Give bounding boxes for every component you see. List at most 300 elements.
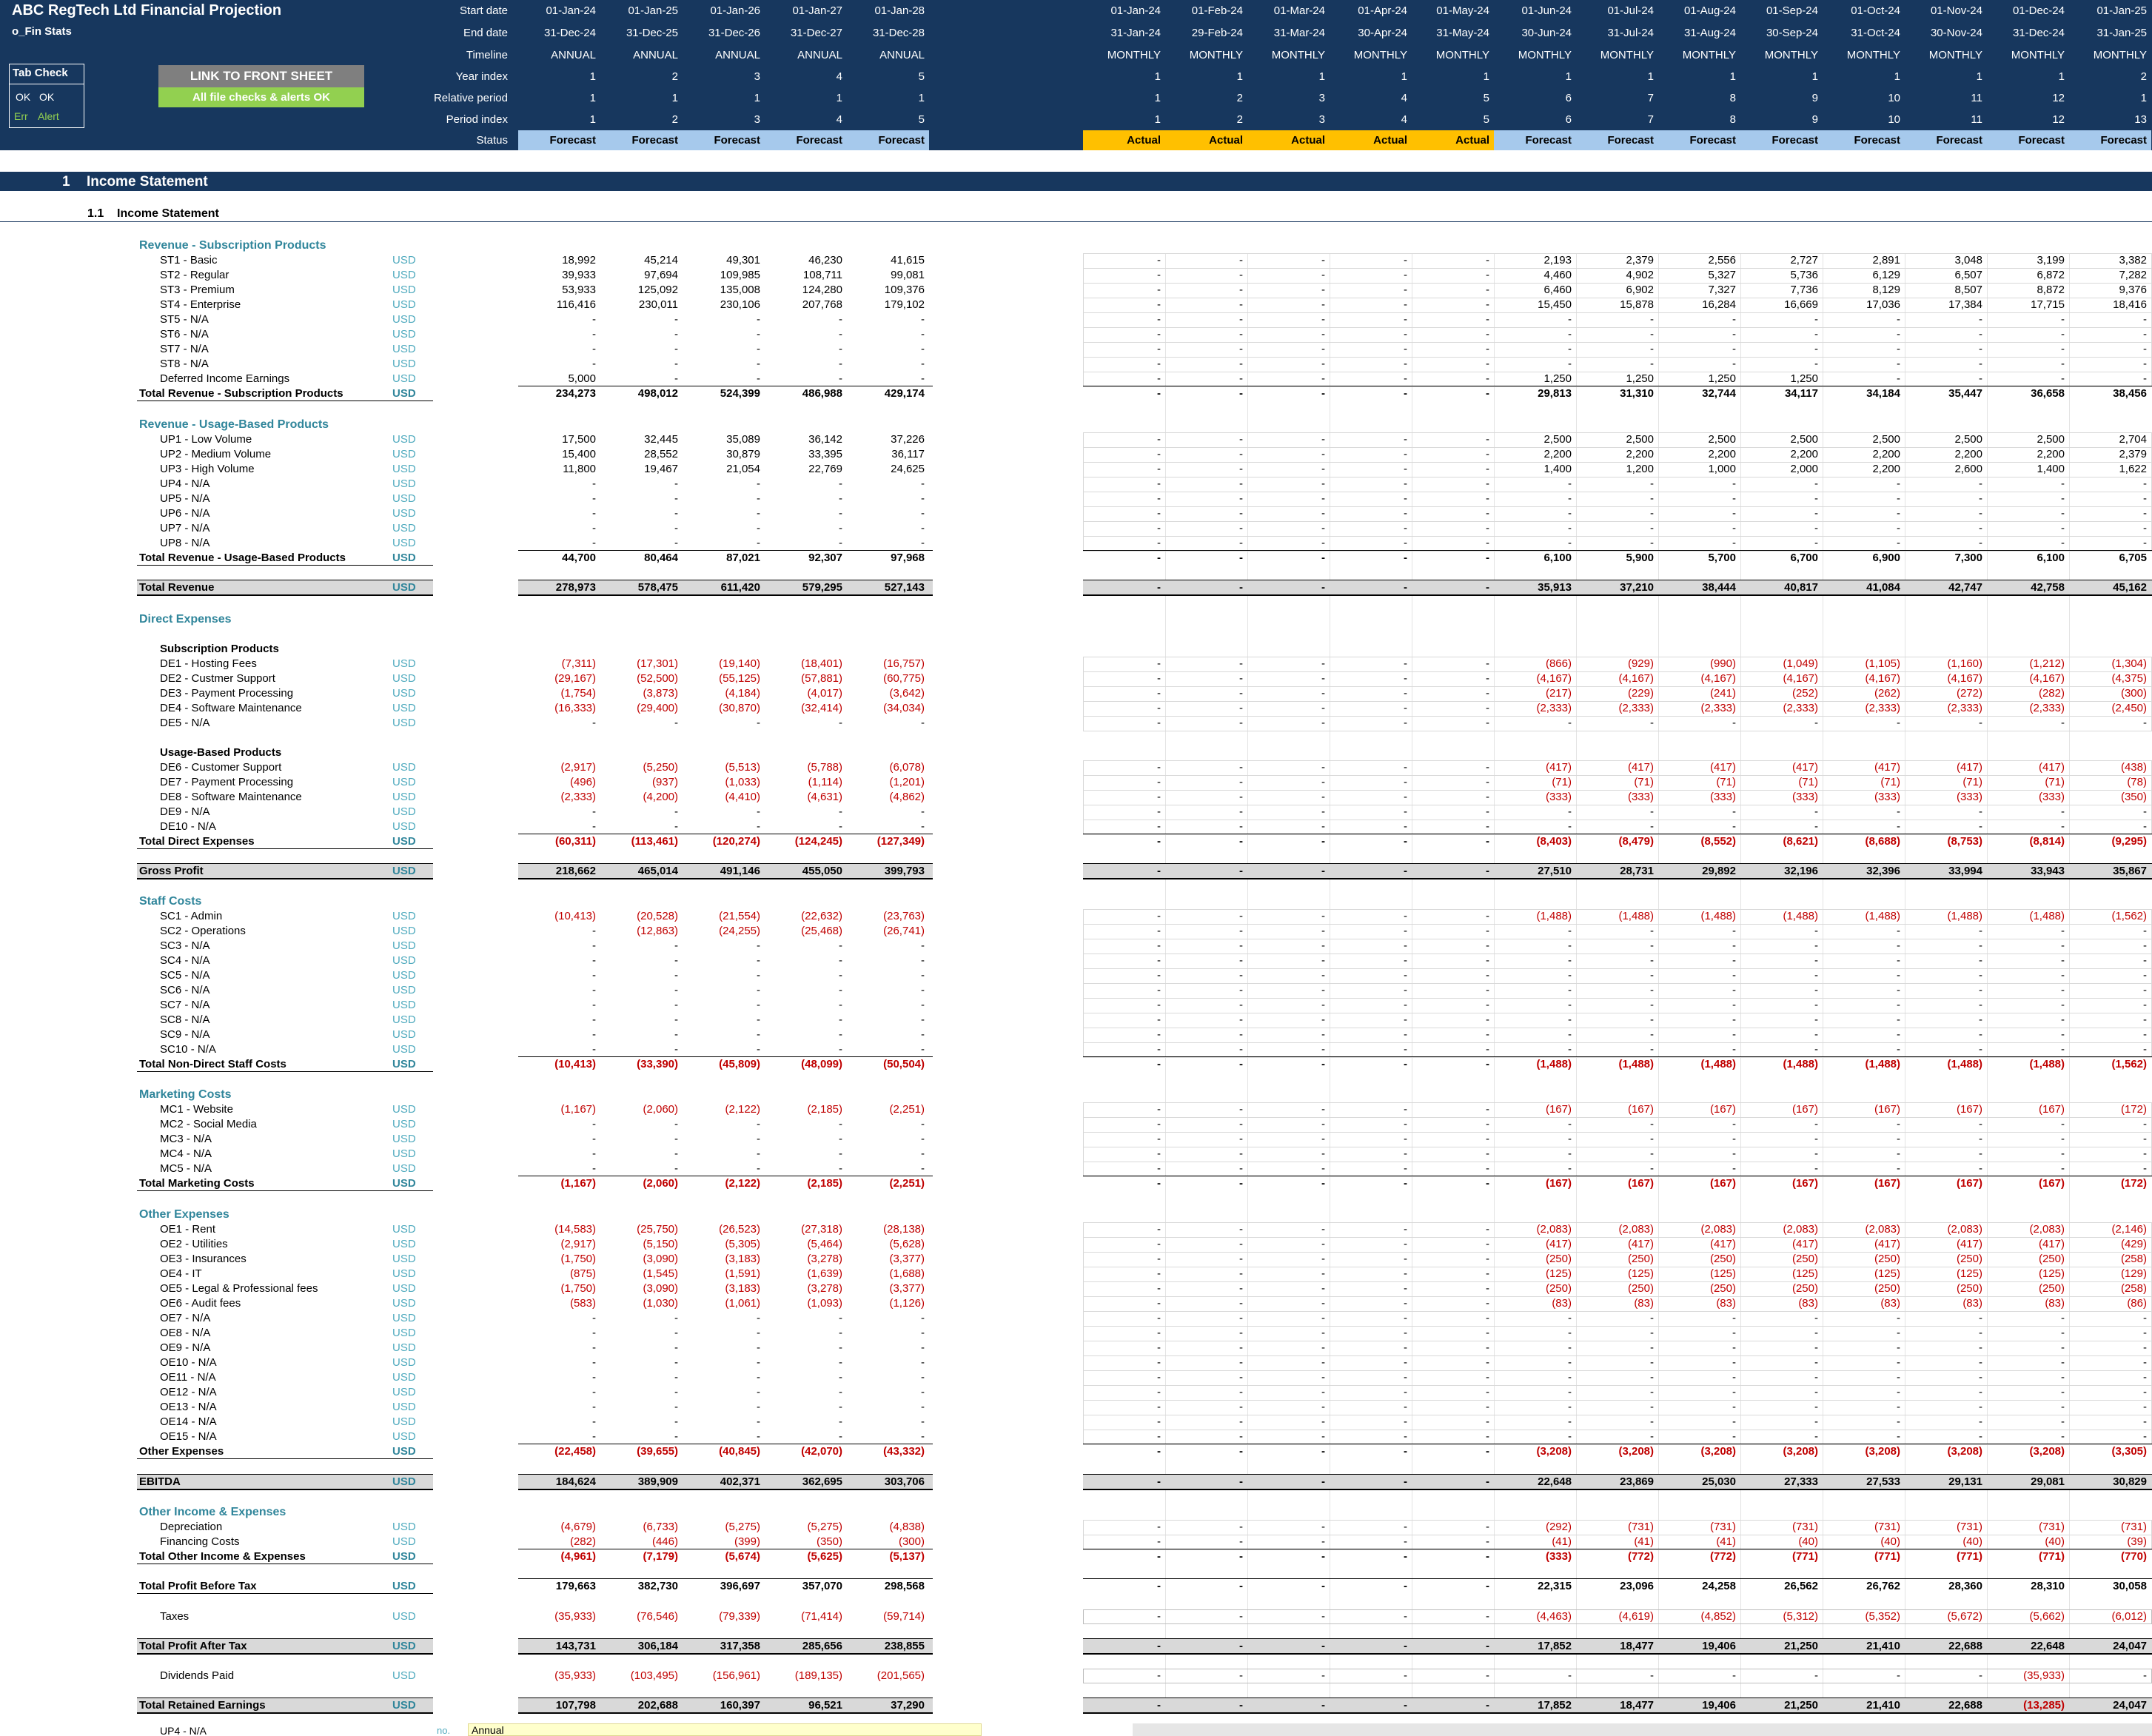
monthly-cell: -: [1157, 507, 1161, 520]
monthly-cell: -: [1404, 537, 1407, 549]
annual-cell: -: [921, 1401, 925, 1413]
row-unit: USD: [392, 1177, 416, 1190]
monthly-cell: -: [2061, 1118, 2065, 1130]
monthly-cell: -: [1404, 1356, 1407, 1369]
annual-cell: 53,933: [562, 284, 596, 296]
link-to-front-sheet-button[interactable]: LINK TO FRONT SHEET: [158, 65, 364, 87]
monthly-header-end: 30-Jun-24: [1521, 27, 1572, 39]
monthly-cell: -: [1239, 1535, 1243, 1548]
monthly-cell: -: [1321, 1118, 1325, 1130]
annual-cell: -: [757, 1386, 760, 1398]
row-unit: USD: [392, 1699, 416, 1712]
monthly-cell: -: [1404, 1133, 1407, 1145]
monthly-cell: -: [2061, 939, 2065, 952]
monthly-cell: -: [1157, 1699, 1161, 1712]
monthly-cell: -: [1321, 1312, 1325, 1324]
annual-cell: 429,174: [884, 387, 925, 400]
monthly-cell: (4,167): [1783, 672, 1818, 685]
annual-cell: -: [674, 1043, 678, 1056]
annual-cell: -: [757, 1430, 760, 1443]
monthly-cell: -: [1404, 1341, 1407, 1354]
monthly-cell: -: [1157, 1162, 1161, 1175]
monthly-cell: -: [1732, 328, 1736, 341]
row-unit: USD: [392, 1341, 416, 1354]
table-row: [0, 1549, 2152, 1564]
monthly-cell: -: [1814, 1669, 1818, 1682]
monthly-cell: -: [1486, 1312, 1489, 1324]
monthly-cell: (1,562): [2111, 1058, 2147, 1070]
monthly-cell: -: [1157, 717, 1161, 729]
row-label: OE12 - N/A: [160, 1386, 217, 1398]
footer-row: [0, 1720, 2152, 1736]
monthly-cell: (771): [2038, 1550, 2065, 1563]
monthly-cell: -: [1321, 269, 1325, 281]
monthly-cell: -: [1404, 687, 1407, 700]
monthly-cell: -: [2061, 925, 2065, 937]
monthly-cell: -: [1157, 1430, 1161, 1443]
annual-cell: (350): [816, 1535, 842, 1548]
monthly-cell: -: [1650, 343, 1654, 355]
row-unit: USD: [392, 805, 416, 818]
annual-cell: -: [921, 343, 925, 355]
annual-cell: (35,933): [554, 1610, 596, 1623]
annual-cell: -: [839, 1401, 842, 1413]
monthly-cell: -: [1897, 1147, 1900, 1160]
monthly-cell: -: [1404, 969, 1407, 982]
monthly-cell: -: [1897, 477, 1900, 490]
row-label: Revenue - Usage-Based Products: [139, 418, 329, 431]
annual-cell: (2,060): [643, 1177, 678, 1190]
row-label: DE7 - Payment Processing: [160, 776, 294, 788]
monthly-cell: -: [2143, 343, 2147, 355]
monthly-cell: -: [1157, 1371, 1161, 1384]
annual-cell: -: [839, 717, 842, 729]
monthly-cell: 28,360: [1948, 1580, 1982, 1592]
monthly-cell: -: [1321, 1341, 1325, 1354]
annual-cell: -: [839, 1356, 842, 1369]
row-unit: USD: [392, 387, 416, 400]
row-unit: USD: [392, 925, 416, 937]
monthly-cell: -: [1486, 1118, 1489, 1130]
monthly-cell: -: [1321, 1013, 1325, 1026]
row-unit: USD: [392, 1475, 416, 1488]
annual-cell: -: [921, 1013, 925, 1026]
monthly-cell: -: [1404, 1430, 1407, 1443]
section-header: [0, 612, 2152, 627]
monthly-cell: -: [1404, 776, 1407, 788]
monthly-cell: -: [1321, 1401, 1325, 1413]
annual-cell: -: [757, 522, 760, 534]
annual-cell: -: [674, 1312, 678, 1324]
annual-cell: -: [674, 522, 678, 534]
monthly-cell: -: [1321, 1699, 1325, 1712]
annual-cell: -: [921, 1371, 925, 1384]
monthly-cell: -: [1239, 1327, 1243, 1339]
monthly-cell: -: [1486, 433, 1489, 446]
monthly-cell: 21,410: [1866, 1640, 1900, 1652]
annual-cell: 30,879: [726, 448, 760, 460]
monthly-cell: (333): [1545, 1550, 1572, 1563]
monthly-cell: -: [1486, 1043, 1489, 1056]
annual-cell: 36,142: [808, 433, 842, 446]
monthly-cell: -: [1568, 939, 1572, 952]
monthly-cell: 1,250: [1708, 372, 1736, 385]
monthly-cell: -: [1732, 939, 1736, 952]
monthly-cell: 37,210: [1620, 581, 1654, 594]
monthly-cell: -: [2143, 1356, 2147, 1369]
annual-cell: -: [592, 492, 596, 505]
monthly-cell: (258): [2120, 1253, 2147, 1265]
monthly-cell: -: [1979, 372, 1982, 385]
monthly-cell: (40): [1798, 1535, 1818, 1548]
monthly-cell: -: [1732, 492, 1736, 505]
monthly-cell: -: [1239, 1669, 1243, 1682]
annual-cell: (3,183): [725, 1282, 760, 1295]
monthly-cell: -: [1404, 1415, 1407, 1428]
monthly-cell: -: [1568, 969, 1572, 982]
monthly-cell: (417): [2038, 761, 2065, 774]
monthly-cell: (250): [1791, 1282, 1818, 1295]
annual-cell: (5,137): [889, 1550, 925, 1563]
annual-header-year: 4: [836, 70, 842, 83]
annual-cell: (1,750): [560, 1253, 596, 1265]
monthly-cell: -: [1239, 1356, 1243, 1369]
table-row: [0, 521, 2152, 536]
monthly-cell: (250): [1545, 1282, 1572, 1295]
table-row: [0, 1042, 2152, 1057]
annual-cell: 382,730: [637, 1580, 678, 1592]
monthly-status-cell: Actual: [1412, 130, 1494, 150]
monthly-cell: -: [1321, 1386, 1325, 1398]
row-unit: USD: [392, 448, 416, 460]
monthly-cell: -: [1650, 537, 1654, 549]
annual-header-end: 31-Dec-27: [790, 27, 842, 39]
monthly-cell: -: [1157, 269, 1161, 281]
annual-cell: (10,413): [554, 1058, 596, 1070]
monthly-header-rel: 11: [1971, 92, 1982, 104]
annual-cell: (189,135): [794, 1669, 842, 1682]
row-label: ST5 - N/A: [160, 313, 209, 326]
monthly-cell: -: [1814, 1386, 1818, 1398]
annual-cell: -: [757, 492, 760, 505]
annual-cell: -: [674, 1341, 678, 1354]
annual-cell: -: [674, 1118, 678, 1130]
monthly-cell: (71): [1552, 776, 1572, 788]
table-row: [0, 1444, 2152, 1459]
monthly-cell: -: [1732, 1013, 1736, 1026]
row-label: DE10 - N/A: [160, 820, 216, 833]
monthly-cell: 22,688: [1948, 1699, 1982, 1712]
annual-cell: (29,167): [554, 672, 596, 685]
annual-cell: -: [839, 1118, 842, 1130]
monthly-cell: -: [1650, 820, 1654, 833]
monthly-cell: -: [1568, 477, 1572, 490]
monthly-header-end: 29-Feb-24: [1191, 27, 1243, 39]
monthly-cell: -: [2061, 313, 2065, 326]
tab-check-ok-1: OK: [16, 91, 31, 103]
monthly-cell: -: [1897, 522, 1900, 534]
monthly-cell: -: [1239, 954, 1243, 967]
monthly-cell: -: [1321, 1371, 1325, 1384]
monthly-cell: -: [1897, 1118, 1900, 1130]
annual-cell: -: [839, 492, 842, 505]
monthly-cell: 6,705: [2119, 552, 2147, 564]
row-unit: USD: [392, 776, 416, 788]
monthly-cell: -: [1979, 805, 1982, 818]
row-unit: USD: [392, 1580, 416, 1592]
monthly-cell: -: [1732, 1043, 1736, 1056]
monthly-cell: -: [1321, 939, 1325, 952]
monthly-cell: (417): [1545, 1238, 1572, 1250]
monthly-cell: 2,600: [1954, 463, 1982, 475]
monthly-cell: -: [1239, 717, 1243, 729]
annual-cell: -: [674, 1371, 678, 1384]
monthly-cell: -: [1979, 477, 1982, 490]
monthly-cell: -: [1814, 1028, 1818, 1041]
annual-cell: -: [592, 328, 596, 341]
annual-cell: 179,102: [884, 298, 925, 311]
annual-cell: (22,458): [554, 1445, 596, 1458]
annual-cell: -: [839, 1162, 842, 1175]
annual-cell: 49,301: [726, 254, 760, 267]
monthly-cell: (417): [1791, 761, 1818, 774]
annual-cell: -: [757, 999, 760, 1011]
annual-cell: -: [592, 313, 596, 326]
monthly-status-cell: Forecast: [1987, 130, 2069, 150]
monthly-cell: 2,500: [1872, 433, 1900, 446]
monthly-cell: -: [1157, 1013, 1161, 1026]
monthly-cell: 6,872: [2037, 269, 2065, 281]
monthly-cell: -: [1404, 269, 1407, 281]
monthly-header-start: 01-Jun-24: [1521, 4, 1572, 17]
monthly-cell: 5,327: [1708, 269, 1736, 281]
monthly-cell: (71): [1798, 776, 1818, 788]
monthly-cell: (3,208): [2029, 1445, 2065, 1458]
monthly-header-rel: 2: [1236, 92, 1243, 104]
monthly-cell: -: [1157, 657, 1161, 670]
annual-cell: 24,625: [891, 463, 925, 475]
monthly-cell: (1,488): [1618, 1058, 1654, 1070]
monthly-cell: -: [1897, 1371, 1900, 1384]
row-label: UP5 - N/A: [160, 492, 210, 505]
annual-cell: (4,410): [725, 791, 760, 803]
annual-cell: 45,214: [644, 254, 678, 267]
monthly-cell: (71): [2045, 776, 2065, 788]
annual-cell: -: [839, 1415, 842, 1428]
monthly-header-end: 31-Jan-24: [1110, 27, 1161, 39]
monthly-cell: (4,375): [2111, 672, 2147, 685]
row-label: Taxes: [160, 1610, 190, 1623]
annual-cell: -: [839, 313, 842, 326]
monthly-cell: -: [1897, 1013, 1900, 1026]
row-label: Staff Costs: [139, 895, 202, 908]
footer-input[interactable]: [468, 1723, 982, 1736]
row-unit: USD: [392, 537, 416, 549]
annual-header-timeline: ANNUAL: [633, 49, 678, 61]
monthly-cell: -: [1157, 284, 1161, 296]
monthly-cell: (167): [1709, 1177, 1736, 1190]
monthly-cell: -: [1157, 1445, 1161, 1458]
monthly-cell: -: [1157, 761, 1161, 774]
monthly-header-start: 01-Apr-24: [1358, 4, 1407, 17]
monthly-cell: -: [1239, 343, 1243, 355]
row-label: Other Expenses: [139, 1445, 224, 1458]
monthly-cell: (2,333): [2029, 702, 2065, 714]
monthly-cell: -: [2143, 999, 2147, 1011]
monthly-cell: 38,456: [2113, 387, 2147, 400]
monthly-cell: (8,814): [2029, 835, 2065, 848]
monthly-cell: -: [1321, 999, 1325, 1011]
monthly-cell: -: [1486, 1282, 1489, 1295]
header-row-label: Timeline: [466, 49, 508, 61]
monthly-cell: -: [1239, 387, 1243, 400]
monthly-cell: (3,208): [1700, 1445, 1736, 1458]
monthly-cell: -: [1404, 805, 1407, 818]
monthly-cell: -: [1486, 791, 1489, 803]
row-label: OE15 - N/A: [160, 1430, 217, 1443]
monthly-cell: -: [1404, 581, 1407, 594]
monthly-cell: -: [1486, 463, 1489, 475]
monthly-header-timeline: MONTHLY: [1928, 49, 1982, 61]
annual-cell: (1,639): [807, 1267, 842, 1280]
monthly-cell: -: [1157, 1058, 1161, 1070]
annual-cell: 28,552: [644, 448, 678, 460]
monthly-cell: 2,500: [1954, 433, 1982, 446]
monthly-cell: 2,000: [1790, 463, 1818, 475]
monthly-cell: -: [1732, 1430, 1736, 1443]
table-row: [0, 432, 2152, 447]
monthly-header-rel: 1: [2140, 92, 2147, 104]
row-unit: USD: [392, 1238, 416, 1250]
monthly-header-start: 01-Nov-24: [1930, 4, 1982, 17]
monthly-cell: (772): [1709, 1550, 1736, 1563]
table-row: [0, 1400, 2152, 1415]
monthly-cell: -: [1814, 343, 1818, 355]
annual-cell: (17,301): [637, 657, 678, 670]
monthly-cell: -: [1979, 1043, 1982, 1056]
annual-cell: -: [921, 477, 925, 490]
row-unit: USD: [392, 1550, 416, 1563]
annual-cell: 35,089: [726, 433, 760, 446]
monthly-header-year: 1: [2058, 70, 2065, 83]
monthly-cell: -: [1979, 984, 1982, 996]
table-row: [0, 1117, 2152, 1132]
monthly-cell: (4,167): [1536, 672, 1572, 685]
monthly-cell: -: [2143, 939, 2147, 952]
monthly-cell: -: [2143, 1327, 2147, 1339]
monthly-cell: -: [1897, 1312, 1900, 1324]
monthly-cell: -: [1979, 1028, 1982, 1041]
monthly-cell: 27,533: [1866, 1475, 1900, 1488]
annual-cell: 160,397: [720, 1699, 760, 1712]
monthly-cell: 28,310: [2031, 1580, 2065, 1592]
monthly-cell: (2,083): [1618, 1223, 1654, 1236]
monthly-header-end: 31-Jan-25: [2096, 27, 2147, 39]
annual-cell: -: [921, 717, 925, 729]
monthly-cell: -: [1486, 1430, 1489, 1443]
monthly-cell: 1,250: [1543, 372, 1572, 385]
monthly-cell: -: [1157, 1253, 1161, 1265]
row-unit: USD: [392, 865, 416, 877]
monthly-cell: -: [1897, 1356, 1900, 1369]
monthly-cell: -: [1404, 1535, 1407, 1548]
monthly-cell: -: [1486, 910, 1489, 922]
row-unit: USD: [392, 1162, 416, 1175]
monthly-cell: -: [1814, 1118, 1818, 1130]
annual-header-rel: 1: [836, 92, 842, 104]
annual-cell: (52,500): [637, 672, 678, 685]
monthly-cell: -: [1404, 910, 1407, 922]
annual-cell: -: [757, 537, 760, 549]
monthly-cell: (333): [1627, 791, 1654, 803]
table-row: [0, 1698, 2152, 1713]
monthly-cell: (731): [2120, 1521, 2147, 1533]
monthly-cell: -: [1650, 1430, 1654, 1443]
annual-cell: (1,688): [889, 1267, 925, 1280]
monthly-cell: -: [1404, 1521, 1407, 1533]
table-row: [0, 492, 2152, 506]
monthly-cell: -: [1897, 939, 1900, 952]
annual-cell: -: [839, 507, 842, 520]
monthly-cell: -: [2143, 1118, 2147, 1130]
monthly-cell: 1,400: [2037, 463, 2065, 475]
annual-header-end: 31-Dec-24: [543, 27, 596, 39]
annual-cell: 527,143: [884, 581, 925, 594]
annual-cell: (2,060): [643, 1103, 678, 1116]
annual-cell: 108,711: [802, 269, 842, 281]
monthly-cell: -: [2061, 1327, 2065, 1339]
file-checks-status: All file checks & alerts OK: [158, 87, 364, 107]
monthly-header-start: 01-Oct-24: [1851, 4, 1900, 17]
row-label: SC7 - N/A: [160, 999, 210, 1011]
monthly-cell: 22,648: [2031, 1640, 2065, 1652]
annual-cell: -: [921, 1118, 925, 1130]
monthly-cell: -: [2061, 1341, 2065, 1354]
monthly-cell: (167): [2038, 1103, 2065, 1116]
annual-cell: -: [674, 999, 678, 1011]
annual-cell: (7,179): [643, 1550, 678, 1563]
monthly-cell: -: [1897, 984, 1900, 996]
annual-cell: 124,280: [802, 284, 842, 296]
row-label: Total Marketing Costs: [139, 1177, 255, 1190]
section-band: [0, 172, 2152, 191]
annual-cell: -: [592, 1356, 596, 1369]
row-label: Total Profit Before Tax: [139, 1580, 257, 1592]
monthly-cell: -: [1486, 1550, 1489, 1563]
monthly-cell: -: [2061, 1356, 2065, 1369]
annual-cell: (1,545): [643, 1267, 678, 1280]
annual-cell: -: [592, 1401, 596, 1413]
section-header: [0, 894, 2152, 909]
annual-cell: (1,750): [560, 1282, 596, 1295]
monthly-cell: -: [1404, 835, 1407, 848]
monthly-cell: 26,762: [1866, 1580, 1900, 1592]
annual-cell: -: [921, 1341, 925, 1354]
annual-cell: -: [674, 954, 678, 967]
monthly-cell: -: [1404, 492, 1407, 505]
monthly-cell: 2,500: [1708, 433, 1736, 446]
annual-cell: -: [839, 1133, 842, 1145]
monthly-cell: -: [1321, 1610, 1325, 1623]
monthly-cell: -: [1157, 1580, 1161, 1592]
table-row: [0, 1296, 2152, 1311]
monthly-cell: -: [1486, 805, 1489, 818]
monthly-cell: -: [1486, 1162, 1489, 1175]
monthly-cell: (83): [1880, 1297, 1900, 1310]
annual-cell: (25,750): [637, 1223, 678, 1236]
monthly-cell: (8,753): [1947, 835, 1982, 848]
annual-cell: -: [921, 939, 925, 952]
